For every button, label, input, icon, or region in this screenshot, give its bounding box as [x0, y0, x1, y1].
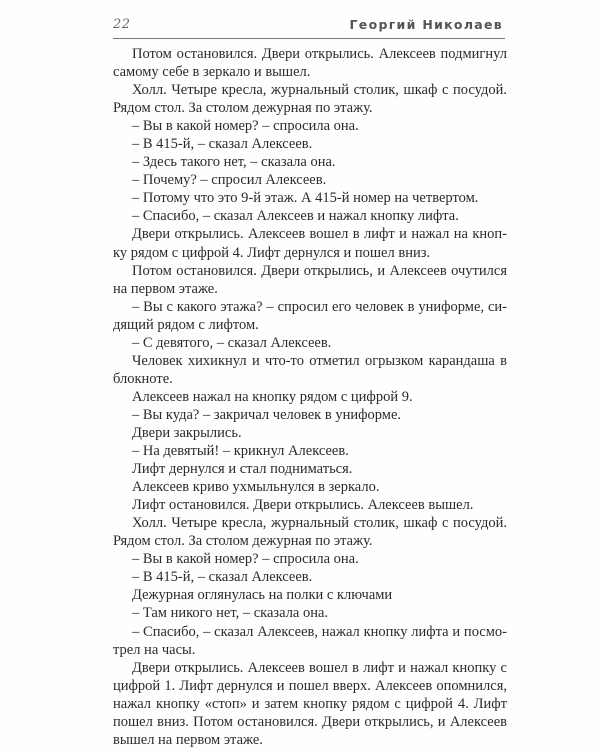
text-line: – С девятого, – сказал Алексеев. — [132, 334, 332, 351]
text-line: Потом остановился. Двери открылись, и Алексеев очутился — [132, 262, 507, 279]
text-line: – Потому что это 9-й этаж. А 415-й номер на четвертом. — [132, 190, 479, 207]
text-line: – В 415-й, – сказал Алексеев. — [132, 569, 313, 586]
text-line: – Вы куда? – закричал человек в униформе. — [132, 406, 402, 423]
text-line: блокноте. — [113, 370, 173, 387]
header-rule — [113, 38, 505, 39]
text-line: – Вы в какой номер? – спросила она. — [132, 118, 359, 135]
page-number: 22 — [113, 17, 131, 32]
text-line: Потом остановился. Двери открылись. Алексеев подмигнул — [132, 46, 507, 62]
text-line: Алексеев криво ухмыльнулся в зеркало. — [132, 479, 380, 496]
text-line: Холл. Четыре кресла, журнальный столик, шкаф с посудой. — [132, 515, 507, 532]
text-line: на первом этаже. — [113, 280, 218, 297]
text-line: – На девятый! – крикнул Алексеев. — [132, 443, 349, 460]
text-line: Рядом стол. За столом дежурная по этажу. — [113, 100, 373, 117]
text-line: Лифт дернулся и стал подниматься. — [132, 461, 353, 478]
text-line: Алексеев нажал на кнопку рядом с цифрой 9. — [132, 388, 413, 405]
text-line: трел на часы. — [113, 641, 196, 658]
text-line: Рядом стол. За столом дежурная по этажу. — [113, 533, 373, 550]
text-line: – Спасибо, – сказал Алексеев, нажал кнопку лифта и посмо- — [132, 623, 507, 640]
page-header — [113, 17, 503, 37]
text-line: Дежурная оглянулась на полки с ключами — [132, 587, 393, 604]
text-line: – Вы с какого этажа? – спросил его человек в униформе, си- — [132, 298, 507, 315]
text-line: дящий рядом с лифтом. — [113, 316, 259, 333]
text-line: Лифт остановился. Двери открылись. Алексеев вышел. — [132, 497, 474, 514]
text-line: Человек хихикнул и что-то отметил огрызком карандаша в — [132, 352, 507, 369]
text-line: пошел вниз. Потом остановился. Двери открылись, и Алексеев — [113, 713, 507, 730]
text-line: нажал кнопку «стоп» и затем кнопку рядом с цифрой 4. Лифт — [113, 695, 507, 712]
text-line: Двери открылись. Алексеев вошел в лифт и нажал кнопку с — [132, 659, 507, 676]
body-text — [113, 45, 507, 749]
text-line: – В 415-й, – сказал Алексеев. — [132, 136, 313, 153]
text-line: самому себе в зеркало и вышел. — [113, 64, 311, 81]
running-head-author: Георгий Николаев — [349, 17, 503, 32]
text-line: – Вы в какой номер? – спросила она. — [132, 551, 359, 568]
text-line: Двери закрылись. — [132, 424, 242, 441]
text-line: – Спасибо, – сказал Алексеев и нажал кнопку лифта. — [132, 208, 459, 225]
text-line: ку рядом с цифрой 4. Лифт дернулся и пошел вниз. — [113, 244, 431, 261]
text-line: цифрой 1. Лифт дернулся и пошел вверх. Алексеев опомнился, — [113, 677, 507, 694]
text-line: Двери открылись. Алексеев вошел в лифт и нажал на кноп- — [132, 226, 507, 243]
text-line: – Здесь такого нет, – сказала она. — [132, 154, 336, 171]
text-line: – Почему? – спросил Алексеев. — [132, 172, 327, 189]
text-line: – Там никого нет, – сказала она. — [132, 605, 329, 622]
text-line: вышел на первом этаже. — [113, 731, 263, 748]
text-line: Холл. Четыре кресла, журнальный столик, шкаф с посудой. — [132, 82, 507, 99]
